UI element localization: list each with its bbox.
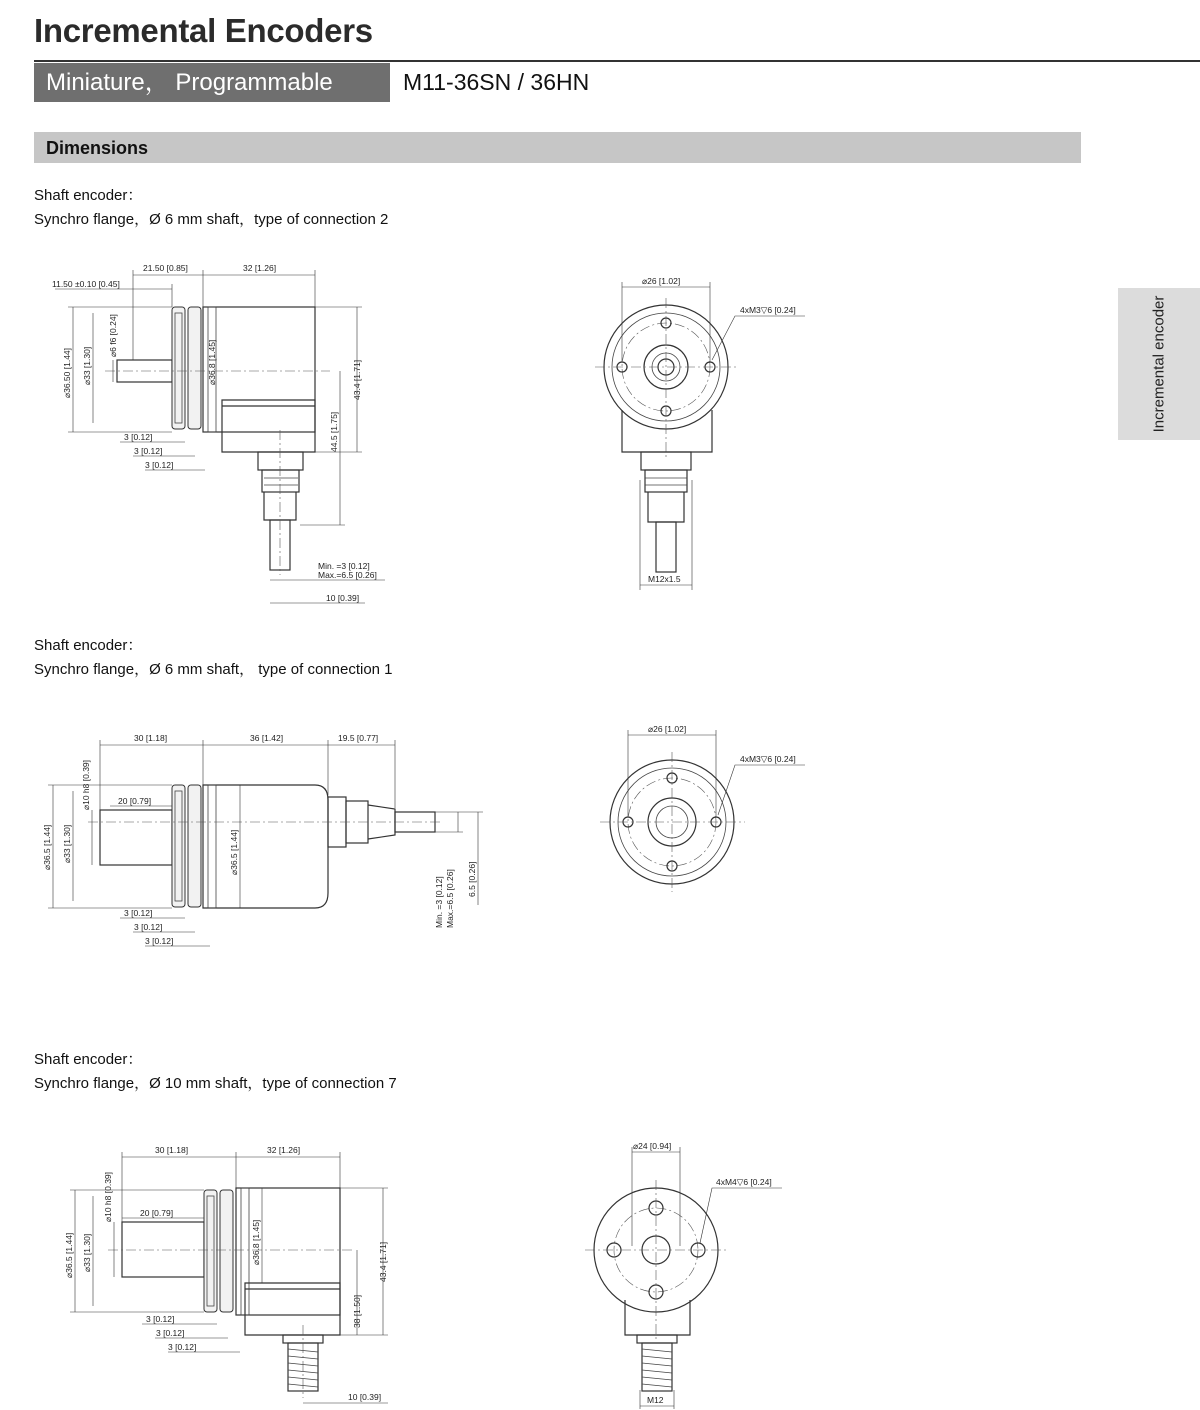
dim-text: Max.=6.5 [0.26]	[445, 869, 455, 928]
dim-text: ⌀33 [1.30]	[62, 824, 72, 863]
dim-text: ⌀33 [1.30]	[82, 1233, 92, 1272]
dim-text: 21.50 [0.85]	[143, 263, 188, 273]
dim-text: M12	[647, 1395, 664, 1405]
dim-text: 6.5 [0.26]	[467, 861, 477, 897]
housing-outline	[625, 1300, 690, 1335]
category-label: Miniature， Programmable	[34, 63, 390, 102]
dim-text: 3 [0.12]	[156, 1328, 185, 1338]
dim-text: 44.5 [1.75]	[329, 411, 339, 452]
dim-text: 36 [1.42]	[250, 733, 284, 743]
drawing-1-caption-line1: Shaft encoder：	[34, 187, 143, 204]
dim-text: 4xM3▽6 [0.24]	[740, 305, 796, 315]
dim-text: Max.=6.5 [0.26]	[318, 570, 377, 580]
drawing-1-front-view	[0, 255, 1200, 615]
drawing-1-caption	[34, 184, 388, 232]
title-divider	[34, 60, 1200, 62]
dim-text: ⌀36.5 [1.44]	[229, 829, 239, 875]
dim-text: 3 [0.12]	[145, 460, 174, 470]
drawing-3-caption	[34, 1048, 397, 1096]
dim-text: Min. =3 [0.12]	[434, 876, 444, 928]
model-label: M11-36SN / 36HN	[403, 69, 590, 95]
dim-text: 3 [0.12]	[134, 922, 163, 932]
dim-text: ⌀33 [1.30]	[82, 346, 92, 385]
drawing-2-caption	[34, 634, 393, 682]
page-title: Incremental Encoders	[34, 12, 373, 49]
dim-text: 43.4 [1.71]	[352, 359, 362, 400]
leader-line	[718, 765, 805, 815]
dim-text: Min. =3 [0.12]	[318, 561, 370, 571]
dim-text: 3 [0.12]	[124, 908, 153, 918]
dim-text: ⌀26 [1.02]	[648, 724, 687, 734]
dim-text: 3 [0.12]	[124, 432, 153, 442]
connector-base	[637, 1335, 677, 1343]
dim-text: ⌀6 f6 [0.24]	[108, 314, 118, 357]
dim-text: 10 [0.39]	[348, 1392, 382, 1402]
gland-nut	[645, 470, 687, 492]
dim-text: 32 [1.26]	[267, 1145, 301, 1155]
dim-text: 30 [1.18]	[155, 1145, 189, 1155]
dim-text: ⌀36.5 [1.44]	[64, 1232, 74, 1278]
dim-text: ⌀10 h8 [0.39]	[103, 1171, 113, 1222]
dim-text: ⌀26 [1.02]	[642, 276, 681, 286]
cable	[656, 522, 676, 572]
dim-text: 4xM4▽6 [0.24]	[716, 1177, 772, 1187]
dim-text: 10 [0.39]	[326, 593, 360, 603]
dim-text: ⌀36.8 [1.45]	[207, 339, 217, 385]
drawing-3-caption-line2: Synchro flange，Ø 10 mm shaft，type of connection 7	[34, 1075, 397, 1092]
drawing-3-caption-line1: Shaft encoder：	[34, 1051, 143, 1068]
side-tab-label: Incremental encoder	[1150, 295, 1168, 433]
dim-text: 3 [0.12]	[168, 1342, 197, 1352]
dim-text: ⌀36.50 [1.44]	[62, 347, 72, 398]
dim-text: ⌀24 [0.94]	[633, 1141, 672, 1151]
dim-text: 4xM3▽6 [0.24]	[740, 754, 796, 764]
dim-text: M12x1.5	[648, 574, 681, 584]
dim-text: ⌀36.5 [1.44]	[42, 824, 52, 870]
dim-text: 43.4 [1.71]	[378, 1241, 388, 1282]
gland-boot	[648, 492, 684, 522]
dim-text: 30 [1.18]	[134, 733, 168, 743]
dim-text: ⌀10 h8 [0.39]	[81, 759, 91, 810]
dim-text: 3 [0.12]	[145, 936, 174, 946]
leader-line	[700, 1188, 782, 1243]
drawing-2-caption-line1: Shaft encoder：	[34, 637, 143, 654]
gland-top	[641, 452, 691, 470]
dim-text: ⌀36.8 [1.45]	[251, 1219, 261, 1265]
drawing-1-caption-line2: Synchro flange，Ø 6 mm shaft，type of connection 2	[34, 211, 389, 228]
dim-text: 20 [0.79]	[140, 1208, 174, 1218]
drawing-2-front-view	[0, 725, 1200, 965]
dim-text: 20 [0.79]	[118, 796, 152, 806]
thread-lines	[642, 1349, 672, 1387]
dim-text: 3 [0.12]	[134, 446, 163, 456]
section-title: Dimensions	[34, 132, 1081, 163]
drawing-3-front-view	[0, 1135, 1200, 1405]
dim-text: 19.5 [0.77]	[338, 733, 379, 743]
drawing-2-caption-line2: Synchro flange，Ø 6 mm shaft， type of connection 1	[34, 661, 393, 678]
dim-text: 11.50 ±0.10 [0.45]	[52, 279, 120, 289]
dim-text: 38 [1.50]	[352, 1294, 362, 1328]
dim-text: 3 [0.12]	[146, 1314, 175, 1324]
dim-text: 32 [1.26]	[243, 263, 277, 273]
